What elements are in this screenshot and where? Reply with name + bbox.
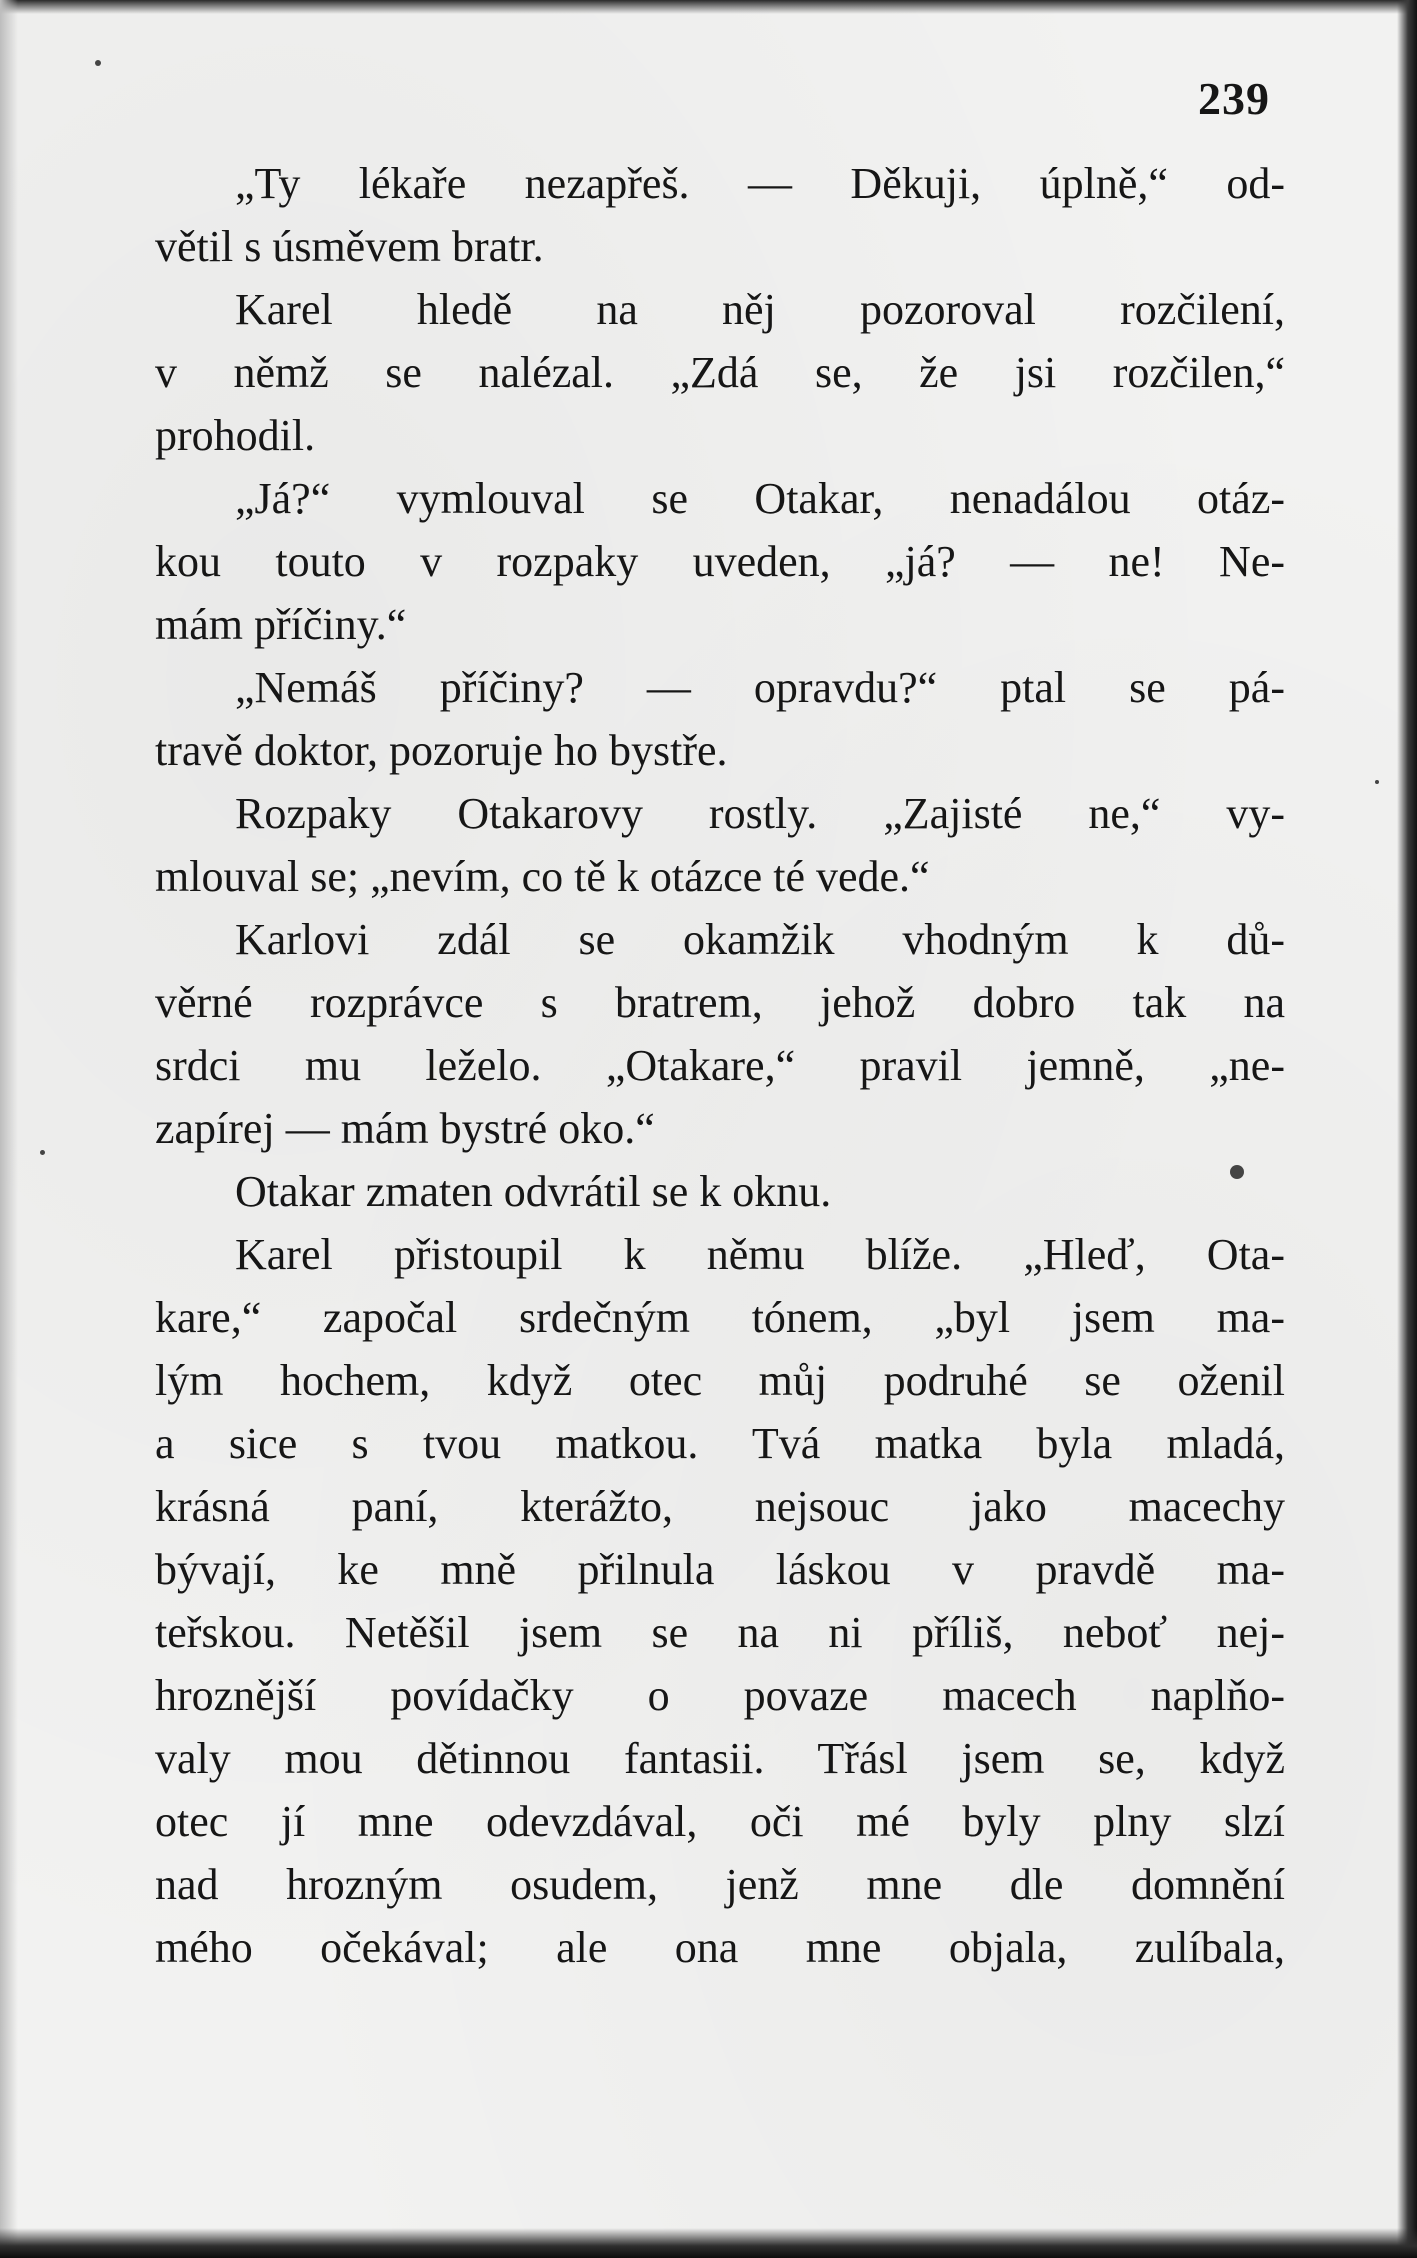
text-line: zapírej — mám bystré oko.“ [155,1104,655,1153]
text-line: a sice s tvou matkou. Tvá matka byla mladá, [155,1419,1285,1468]
text-line: kou touto v rozpaky uveden, „já? — ne! Ne- [155,537,1285,586]
text-line: věrné rozprávce s bratrem, jehož dobro tak na [155,978,1285,1027]
text-line: Otakar zmaten odvrátil se k oknu. [235,1167,832,1216]
text-line: „Nemáš příčiny? — opravdu?“ ptal se pá- [235,663,1285,712]
text-line: prohodil. [155,411,316,460]
page-number: 239 [1198,73,1270,124]
text-line: mlouval se; „nevím, co tě k otázce té vede.“ [155,852,930,901]
text-line: Karel přistoupil k němu blíže. „Hleď, Ota- [235,1230,1285,1279]
text-line: Rozpaky Otakarovy rostly. „Zajisté ne,“ vy- [235,789,1285,838]
text-line: teřskou. Netěšil jsem se na ni příliš, neboť nej- [155,1608,1285,1657]
text-line: mého očekával; ale ona mne objala, zulíbala, [155,1923,1285,1972]
page-right-edge [1397,0,1417,2258]
body-text [155,152,1285,1979]
text-line: travě doktor, pozoruje ho bystře. [155,726,728,775]
page-left-edge [0,0,18,2258]
text-line: Karlovi zdál se okamžik vhodným k dů- [235,915,1285,964]
page-bottom-edge [0,2228,1417,2258]
text-line: krásná paní, kterážto, nejsouc jako macechy [155,1482,1285,1531]
text-line: Karel hledě na něj pozoroval rozčilení, [235,285,1285,334]
text-line: větil s úsměvem bratr. [155,222,544,271]
text-line: otec jí mne odevzdával, oči mé byly plny slzí [155,1797,1285,1846]
text-line: kare,“ započal srdečným tónem, „byl jsem ma- [155,1293,1285,1342]
text-line: srdci mu leželo. „Otakare,“ pravil jemně, „ne- [155,1041,1285,1090]
text-line: bývají, ke mně přilnula láskou v pravdě ma- [155,1545,1285,1594]
page-top-edge [0,0,1417,14]
paper-speck [95,60,101,66]
text-line: nad hrozným osudem, jenž mne dle domnění [155,1860,1285,1909]
text-line: „Já?“ vymlouval se Otakar, nenadálou otáz- [235,474,1285,523]
text-line: „Ty lékaře nezapřeš. — Děkuji, úplně,“ od- [235,159,1285,208]
text-line: hroznější povídačky o povaze macech naplňo- [155,1671,1285,1720]
text-line: mám příčiny.“ [155,600,407,649]
paper-speck [1375,780,1379,784]
paper-speck [40,1150,45,1155]
text-line: valy mou dětinnou fantasii. Třásl jsem se, když [155,1734,1285,1783]
text-line: lým hochem, když otec můj podruhé se oženil [155,1356,1285,1405]
text-line: v němž se nalézal. „Zdá se, že jsi rozčilen,“ [155,348,1285,397]
